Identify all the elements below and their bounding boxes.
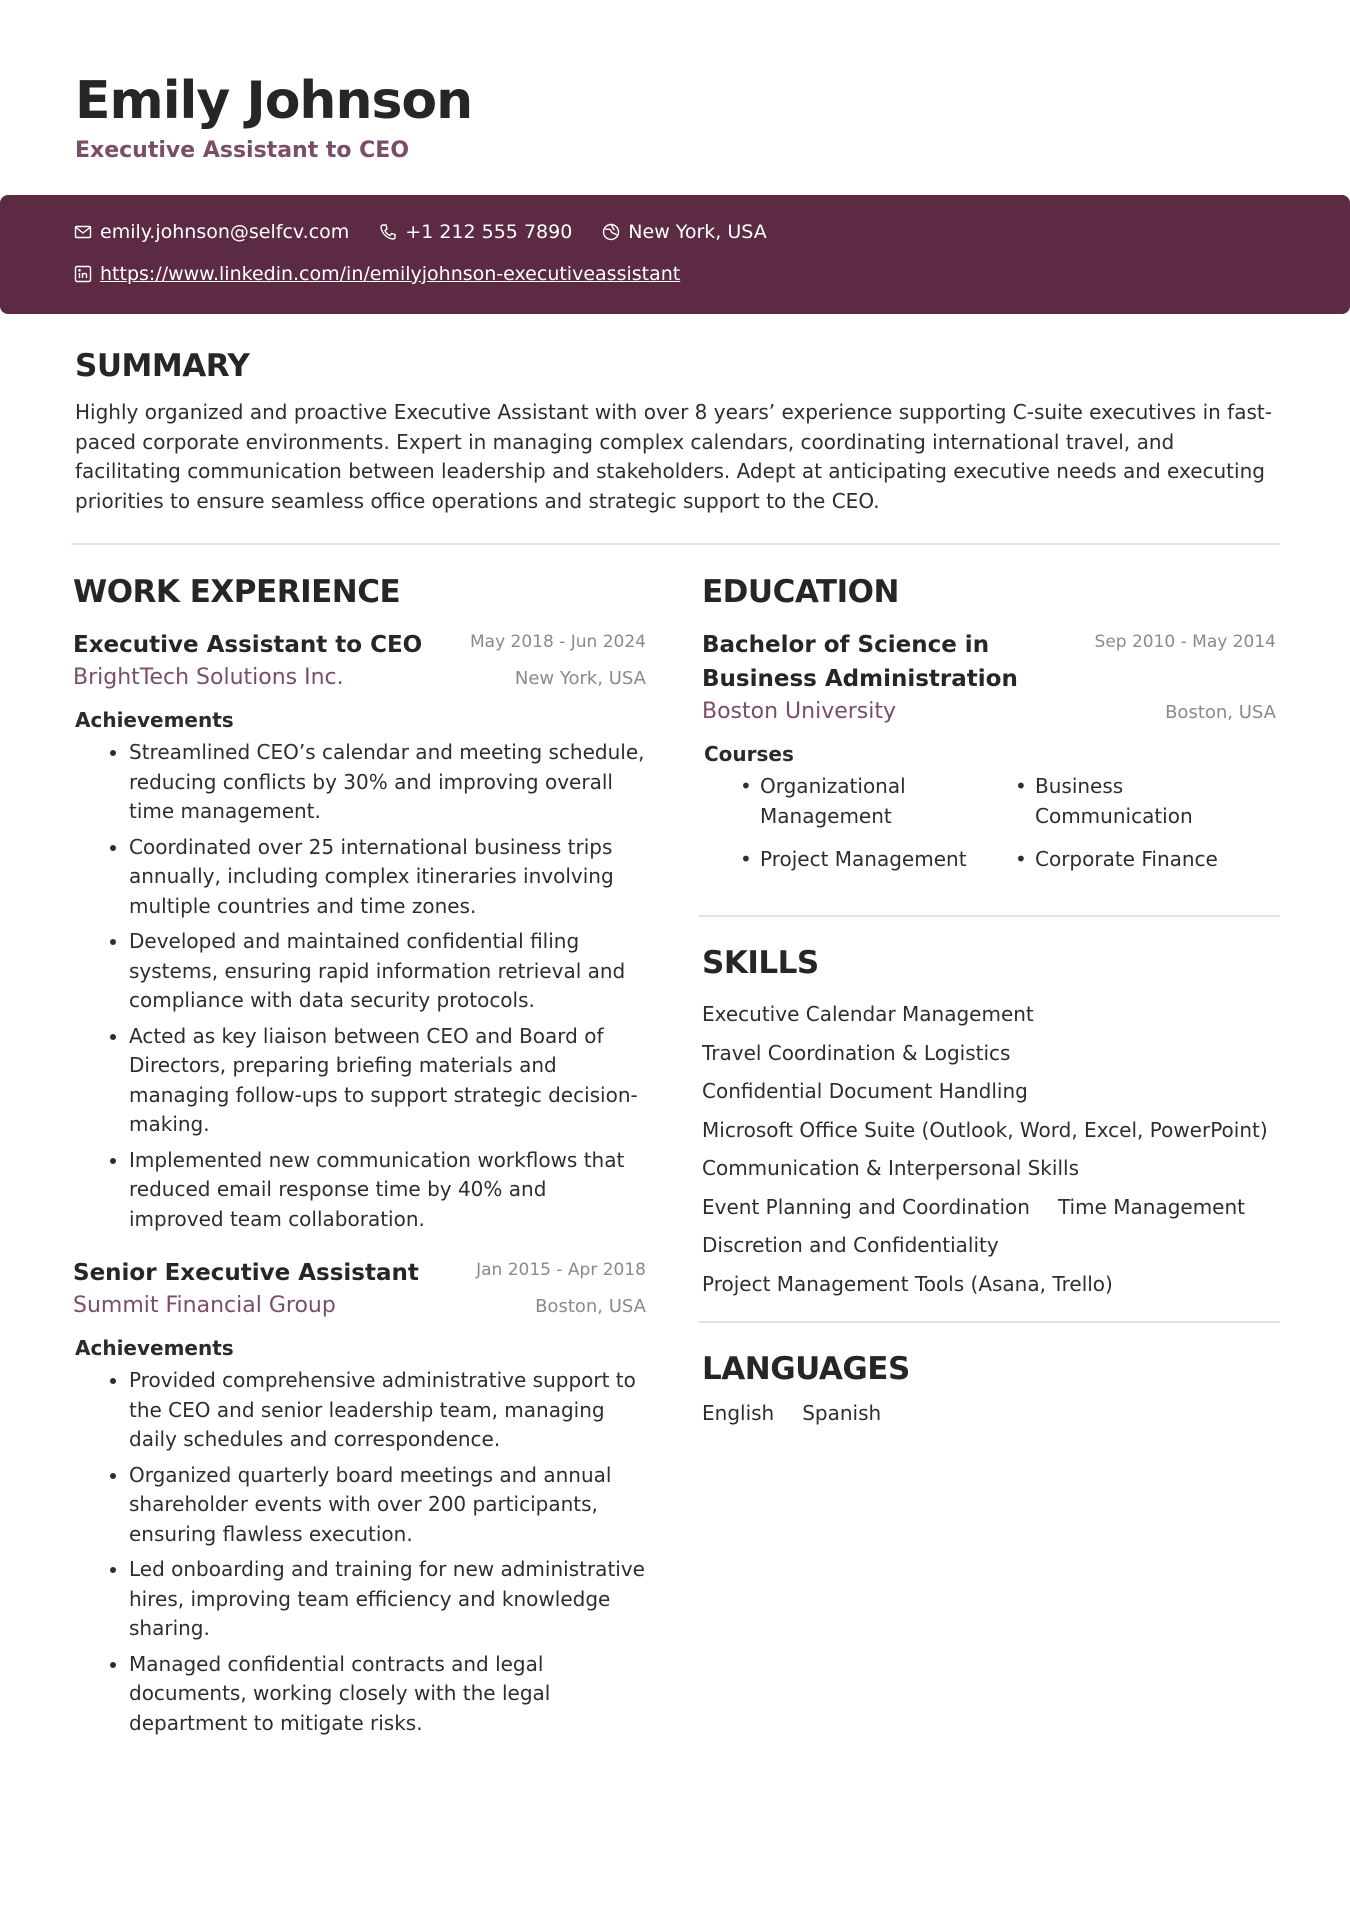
job-company: BrightTech Solutions Inc. [73,665,344,690]
skill-row [702,1226,1276,1265]
section-title: EDUCATION [702,574,899,610]
contact-bar [0,195,1350,314]
contact-row [74,221,797,243]
language-item: English [702,1401,775,1425]
school-name: Boston University [702,699,897,724]
list-item: • Streamlined CEO’s calendar and meeting schedule, reducing conflicts by 30% and improving overall time management. [129,738,646,827]
skill-row [702,1072,1276,1111]
education-section [702,574,1276,875]
linkedin-link[interactable]: https://www.linkedin.com/in/emilyjohnson-executiveassistant [100,263,681,285]
languages-list [702,1401,1276,1425]
list-item: • Implemented new communication workflows that reduced email response time by 40% and improved team collaboration. [129,1146,646,1235]
achievements-list [73,1366,646,1738]
school-location: Boston, USA [1165,701,1276,723]
skill-row [702,1265,1276,1304]
contact-email[interactable] [74,221,349,243]
list-item: • Managed confidential contracts and legal documents, working closely with the legal department to mitigate risks. [129,1650,646,1739]
phone-icon [379,223,397,241]
job-title: Executive Assistant to CEO [73,632,423,658]
skill-item: Time Management [1057,1194,1246,1219]
section-title: SKILLS [702,945,819,981]
degree-title: Bachelor of Science in Business Administration [702,632,1018,692]
skill-row [702,1188,1276,1227]
summary-section [75,348,1285,516]
language-item: Spanish [802,1401,882,1425]
skills-list [702,995,1276,1303]
job-dates: Jan 2015 - Apr 2018 [476,1260,646,1280]
contact-phone[interactable] [379,221,572,243]
list-item: • Developed and maintained confidential filing systems, ensuring rapid information retrieval and compliance with data security protocols. [129,927,646,1016]
divider [71,543,1280,545]
section-title: SUMMARY [75,348,250,384]
job-location: Boston, USA [535,1295,646,1317]
contact-row [74,263,710,285]
skills-section [702,945,1276,1303]
list-item: • Provided comprehensive administrative support to the CEO and senior leadership team, managing daily schedules and correspondence. [129,1366,646,1455]
envelope-icon [74,223,92,241]
contact-linkedin[interactable] [74,263,680,285]
skill-item: Travel Coordination & Logistics [702,1040,1011,1065]
section-title: WORK EXPERIENCE [73,574,401,610]
list-item: • Led onboarding and training for new administrative hires, improving team efficiency and knowledge sharing. [129,1555,646,1644]
skill-row [702,1111,1276,1150]
phone-text: +1 212 555 7890 [405,221,573,243]
skill-row [702,1149,1276,1188]
work-experience-section [73,574,646,1744]
divider [699,1321,1280,1323]
section-title: LANGUAGES [702,1351,910,1387]
job-title: Senior Executive Assistant [73,1260,419,1286]
skill-item: Discretion and Confidentiality [702,1233,999,1257]
achievements-label: Achievements [75,1336,234,1360]
list-item: • Corporate Finance [977,845,1252,875]
linkedin-icon [74,265,92,283]
job-company: Summit Financial Group [73,1293,336,1318]
job-entry [73,1256,646,1738]
skill-row [702,995,1276,1034]
languages-section [702,1351,1276,1425]
education-entry [702,628,1276,875]
location-text: New York, USA [628,221,767,243]
skill-item: Executive Calendar Management [702,1002,1034,1026]
achievements-label: Achievements [75,708,234,732]
right-column [702,574,1276,875]
summary-text: Highly organized and proactive Executive Assistant with over 8 years’ experience supporting C-suite executives in fast-paced corporate environments. Expert in managing complex calendars, coordinating international travel, and facilitating communication between leadership and stakeholders. Adept at anticipating executive needs and executing priorities to ensure seamless office operations and strategic support to the CEO. [75,400,1272,513]
skill-item: Project Management Tools (Asana, Trello) [702,1271,1113,1296]
list-item: • Organizational Management [702,772,977,831]
courses-label: Courses [704,742,794,766]
divider [699,915,1280,917]
job-entry [73,628,646,1234]
list-item: • Coordinated over 25 international business trips annually, including complex itineraries involving multiple countries and time zones. [129,833,646,922]
list-item: • Acted as key liaison between CEO and Board of Directors, preparing briefing materials and managing follow-ups to support strategic decision-making. [129,1022,646,1140]
list-item: • Business Communication [977,772,1252,831]
contact-location [602,221,766,243]
education-dates: Sep 2010 - May 2014 [1094,632,1276,652]
email-text: emily.johnson@selfcv.com [100,221,350,243]
skill-item: Confidential Document Handling [702,1079,1028,1103]
job-location: New York, USA [514,667,646,689]
globe-icon [602,223,620,241]
job-dates: May 2018 - Jun 2024 [470,632,646,652]
achievements-list [73,738,646,1234]
list-item: • Project Management [702,845,977,875]
courses-list [702,772,1276,875]
skill-item: Event Planning and Coordination [702,1194,1030,1219]
candidate-name: Emily Johnson [75,71,473,131]
skill-item: Communication & Interpersonal Skills [702,1156,1079,1180]
resume-header [75,70,472,163]
skill-row [702,1034,1276,1073]
list-item: • Organized quarterly board meetings and annual shareholder events with over 200 participants, ensuring flawless execution. [129,1461,646,1550]
skill-item: Microsoft Office Suite (Outlook, Word, Excel, PowerPoint) [702,1117,1268,1142]
candidate-role: Executive Assistant to CEO [75,138,410,163]
